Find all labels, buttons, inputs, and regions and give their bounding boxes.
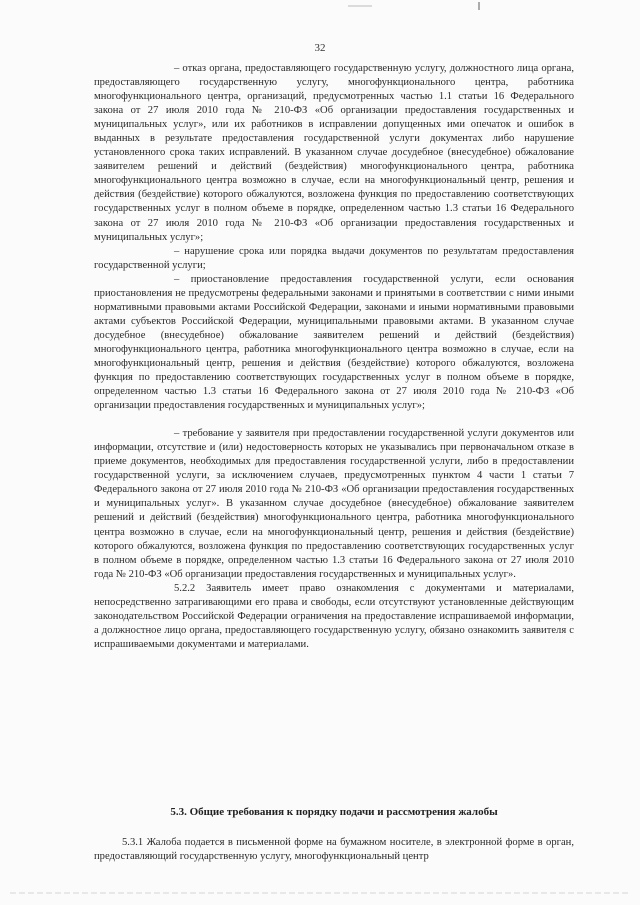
paragraph-deadline-violation: – нарушение срока или порядка выдачи документов по результатам предоставления государственной услуги; (94, 245, 574, 271)
paragraph-suspension: – приостановление предоставления государственной услуги, если основания приостановления не предусмотрены федеральными законами и принятыми в соответствии с ними иными нормативными правовыми актами Российской Федерации, законами и иными нормативными правовыми актами субъектов Российской Федерации, муниципальными правовыми актами. В указанном случае досудебное (внесудебное) обжалование заявителем решений и действий (бездействия) многофункционального центра, работника многофункционального центра возможно в случае, если на многофункциональный центр, решения и действия (бездействие) которого обжалуются, возложена функция по предоставлению соответствующих государственных услуг в полном объеме в порядке, определенном частью 1.3 статьи 16 Федерального закона от 27 июля 2010 года № 210-ФЗ «Об организации предоставления государственных и муниципальных услуг»; (94, 273, 574, 412)
paragraph-5-2-2: 5.2.2 Заявитель имеет право ознакомления с документами и материалами, непосредственно затрагивающими его права и свободы, если отсутствуют установленные действующим законодательством Российской Федерации ограничения на предоставление испрашиваемой информации, а должностное лицо органа, предоставляющего государственную услугу, обязано ознакомить заявителя с испрашиваемыми документами и материалами. (94, 582, 574, 650)
paragraph-5-3-1: 5.3.1 Жалоба подается в письменной форме на бумажном носителе, в электронной форме в орган, предоставляющий государственную услугу, многофункциональный центр (94, 837, 574, 863)
document-body (94, 62, 574, 652)
page-number: 32 (314, 42, 326, 54)
paragraph-document-requirement: – требование у заявителя при предоставлении государственной услуги документов или информации, отсутствие и (или) недостоверность которых не указывались при первоначальном отказе в приеме документов, необходимых для предоставления государственной услуги, либо в предоставлении государственной услуги, за исключением случаев, предусмотренных пунктом 4 части 1 статьи 7 Федерального закона от 27 июля 2010 года № 210-ФЗ «Об организации предоставления государственных и муниципальных услуг». В указанном случае досудебное (внесудебное) обжалование заявителем решений и действий (бездействия) многофункционального центра, работника многофункционального центра возможно в случае, если на многофункциональный центр, решения и действия (бездействие) которого обжалуются, возложена функция по предоставлению соответствующих государственных услуг в полном объеме в порядке, определенном частью 1.3 статьи 16 Федерального закона от 27 июля 2010 года № 210-ФЗ «Об организации предоставления государственных и муниципальных услуг». (94, 428, 574, 580)
section-heading-5-3: 5.3. Общие требования к порядку подачи и рассмотрения жалобы (170, 806, 498, 818)
paragraph-refusal-correction: – отказ органа, предоставляющего государственную услугу, должностного лица органа, предоставляющего государственную услугу, многофункционального центра, работника многофункционального центра, организаций, предусмотренных частью 1.1 статьи 16 Федерального закона от 27 июля 2010 года № 210-ФЗ «Об организации предоставления государственных и муниципальных услуг», или их работников в исправлении допущенных ими опечаток и ошибок в выданных в результате предоставления государственной услуги документах либо нарушение установленного срока таких исправлений. В указанном случае досудебное (внесудебное) обжалование заявителем решений и действий (бездействия) многофункционального центра, работника многофункционального центра возможно в случае, если на многофункциональный центр, решения и действия (бездействие) которого обжалуются, возложена функция по предоставлению соответствующих государственных услуг в полном объеме в порядке, определенном частью 1.3 статьи 16 Федерального закона от 27 июля 2010 года № 210-ФЗ «Об организации предоставления государственных и муниципальных услуг»; (94, 63, 574, 243)
